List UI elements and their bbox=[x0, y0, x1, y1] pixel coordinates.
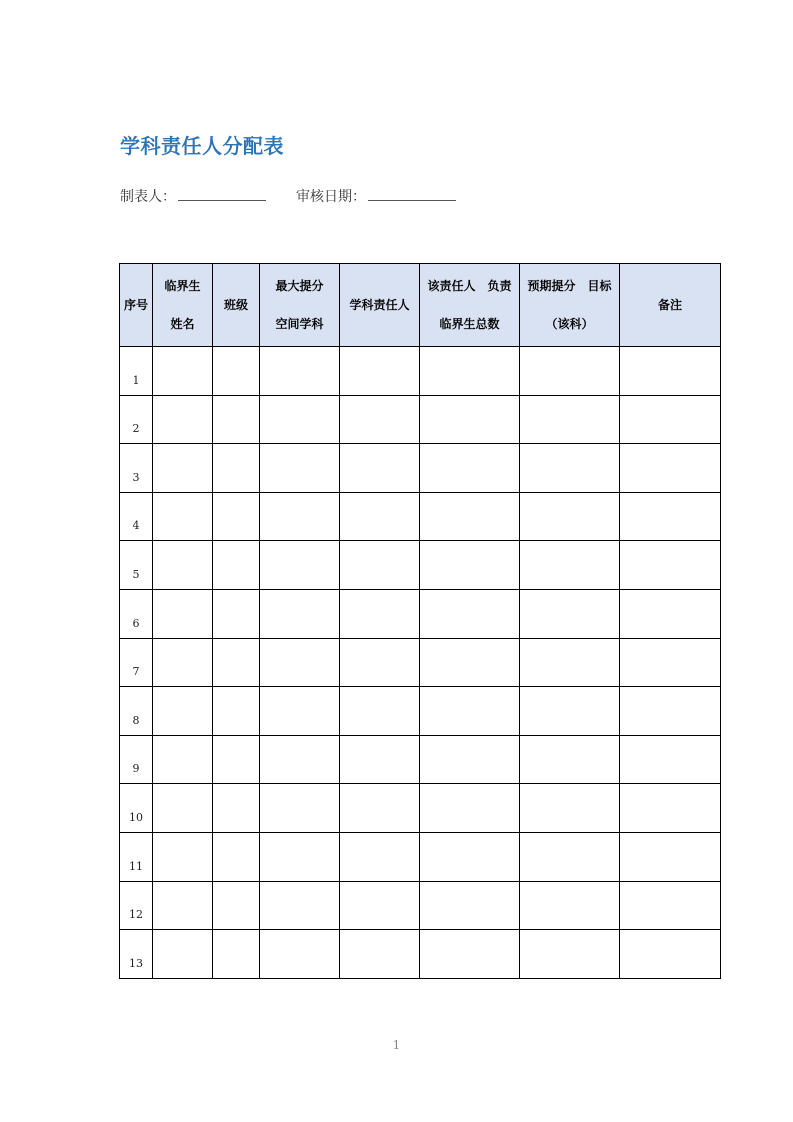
row-number: 4 bbox=[120, 492, 153, 541]
cell-owner[interactable] bbox=[340, 930, 420, 979]
cell-remark[interactable] bbox=[620, 638, 721, 687]
cell-class[interactable] bbox=[213, 735, 260, 784]
cell-remark[interactable] bbox=[620, 784, 721, 833]
cell-owner[interactable] bbox=[340, 832, 420, 881]
cell-name[interactable] bbox=[153, 832, 213, 881]
cell-subject[interactable] bbox=[260, 735, 340, 784]
cell-class[interactable] bbox=[213, 638, 260, 687]
cell-class[interactable] bbox=[213, 444, 260, 493]
row-number: 3 bbox=[120, 444, 153, 493]
cell-name[interactable] bbox=[153, 735, 213, 784]
row-number: 2 bbox=[120, 395, 153, 444]
cell-subject[interactable] bbox=[260, 395, 340, 444]
cell-total[interactable] bbox=[420, 347, 520, 396]
cell-name[interactable] bbox=[153, 395, 213, 444]
table-row bbox=[120, 735, 721, 784]
table-row bbox=[120, 687, 721, 736]
cell-class[interactable] bbox=[213, 930, 260, 979]
cell-class[interactable] bbox=[213, 784, 260, 833]
cell-remark[interactable] bbox=[620, 930, 721, 979]
header-total: 该责任人 负责 临界生总数 bbox=[420, 264, 520, 347]
row-number: 9 bbox=[120, 735, 153, 784]
cell-total[interactable] bbox=[420, 395, 520, 444]
cell-class[interactable] bbox=[213, 832, 260, 881]
cell-name[interactable] bbox=[153, 687, 213, 736]
cell-remark[interactable] bbox=[620, 492, 721, 541]
cell-remark[interactable] bbox=[620, 589, 721, 638]
cell-subject[interactable] bbox=[260, 541, 340, 590]
cell-total[interactable] bbox=[420, 784, 520, 833]
cell-total[interactable] bbox=[420, 492, 520, 541]
table-row bbox=[120, 541, 721, 590]
row-number: 5 bbox=[120, 541, 153, 590]
cell-subject[interactable] bbox=[260, 589, 340, 638]
cell-subject[interactable] bbox=[260, 492, 340, 541]
table-row bbox=[120, 638, 721, 687]
table-row bbox=[120, 784, 721, 833]
assignment-table bbox=[119, 263, 721, 979]
row-number: 10 bbox=[120, 784, 153, 833]
cell-owner[interactable] bbox=[340, 735, 420, 784]
cell-remark[interactable] bbox=[620, 735, 721, 784]
cell-name[interactable] bbox=[153, 541, 213, 590]
row-number: 8 bbox=[120, 687, 153, 736]
cell-remark[interactable] bbox=[620, 541, 721, 590]
page-number: 1 bbox=[392, 1038, 401, 1052]
preparer-blank[interactable] bbox=[178, 188, 266, 201]
table-row bbox=[120, 881, 721, 930]
cell-remark[interactable] bbox=[620, 395, 721, 444]
page-title: 学科责任人分配表 bbox=[120, 134, 284, 158]
header-remark: 备注 bbox=[620, 264, 721, 347]
header-owner: 学科责任人 bbox=[340, 264, 420, 347]
cell-owner[interactable] bbox=[340, 541, 420, 590]
cell-total[interactable] bbox=[420, 638, 520, 687]
cell-owner[interactable] bbox=[340, 492, 420, 541]
cell-subject[interactable] bbox=[260, 638, 340, 687]
cell-subject[interactable] bbox=[260, 832, 340, 881]
cell-owner[interactable] bbox=[340, 638, 420, 687]
review-date-label: 审核日期： bbox=[296, 189, 366, 205]
cell-target[interactable] bbox=[520, 735, 620, 784]
table-row bbox=[120, 930, 721, 979]
cell-remark[interactable] bbox=[620, 832, 721, 881]
cell-target[interactable] bbox=[520, 638, 620, 687]
cell-target[interactable] bbox=[520, 687, 620, 736]
cell-remark[interactable] bbox=[620, 347, 721, 396]
cell-remark[interactable] bbox=[620, 444, 721, 493]
cell-target[interactable] bbox=[520, 784, 620, 833]
cell-class[interactable] bbox=[213, 347, 260, 396]
cell-remark[interactable] bbox=[620, 687, 721, 736]
form-meta-line bbox=[120, 186, 456, 206]
cell-subject[interactable] bbox=[260, 784, 340, 833]
cell-name[interactable] bbox=[153, 784, 213, 833]
cell-total[interactable] bbox=[420, 687, 520, 736]
table-row bbox=[120, 395, 721, 444]
cell-total[interactable] bbox=[420, 735, 520, 784]
cell-owner[interactable] bbox=[340, 589, 420, 638]
row-number: 11 bbox=[120, 832, 153, 881]
cell-subject[interactable] bbox=[260, 687, 340, 736]
cell-total[interactable] bbox=[420, 541, 520, 590]
cell-owner[interactable] bbox=[340, 444, 420, 493]
cell-remark[interactable] bbox=[620, 881, 721, 930]
preparer-label: 制表人： bbox=[120, 189, 176, 205]
row-number: 13 bbox=[120, 930, 153, 979]
row-number: 1 bbox=[120, 347, 153, 396]
table-row bbox=[120, 832, 721, 881]
cell-class[interactable] bbox=[213, 541, 260, 590]
cell-target[interactable] bbox=[520, 881, 620, 930]
cell-class[interactable] bbox=[213, 881, 260, 930]
cell-owner[interactable] bbox=[340, 784, 420, 833]
cell-total[interactable] bbox=[420, 444, 520, 493]
cell-name[interactable] bbox=[153, 347, 213, 396]
header-target: 预期提分 目标 （该科） bbox=[520, 264, 620, 347]
cell-owner[interactable] bbox=[340, 687, 420, 736]
cell-target[interactable] bbox=[520, 541, 620, 590]
cell-subject[interactable] bbox=[260, 444, 340, 493]
cell-class[interactable] bbox=[213, 395, 260, 444]
cell-target[interactable] bbox=[520, 589, 620, 638]
cell-target[interactable] bbox=[520, 347, 620, 396]
cell-target[interactable] bbox=[520, 832, 620, 881]
cell-name[interactable] bbox=[153, 638, 213, 687]
cell-target[interactable] bbox=[520, 395, 620, 444]
header-class: 班级 bbox=[213, 264, 260, 347]
cell-total[interactable] bbox=[420, 589, 520, 638]
table-row bbox=[120, 347, 721, 396]
table-row bbox=[120, 589, 721, 638]
cell-subject[interactable] bbox=[260, 347, 340, 396]
cell-target[interactable] bbox=[520, 492, 620, 541]
cell-owner[interactable] bbox=[340, 881, 420, 930]
header-student-name: 临界生 姓名 bbox=[153, 264, 213, 347]
table-body bbox=[120, 347, 721, 979]
cell-name[interactable] bbox=[153, 589, 213, 638]
cell-name[interactable] bbox=[153, 492, 213, 541]
cell-subject[interactable] bbox=[260, 930, 340, 979]
cell-subject[interactable] bbox=[260, 881, 340, 930]
cell-name[interactable] bbox=[153, 444, 213, 493]
header-subject: 最大提分 空间学科 bbox=[260, 264, 340, 347]
cell-class[interactable] bbox=[213, 589, 260, 638]
cell-class[interactable] bbox=[213, 687, 260, 736]
cell-owner[interactable] bbox=[340, 395, 420, 444]
row-number: 12 bbox=[120, 881, 153, 930]
cell-total[interactable] bbox=[420, 881, 520, 930]
row-number: 6 bbox=[120, 589, 153, 638]
cell-target[interactable] bbox=[520, 444, 620, 493]
cell-class[interactable] bbox=[213, 492, 260, 541]
cell-name[interactable] bbox=[153, 881, 213, 930]
header-seq: 序号 bbox=[120, 264, 153, 347]
cell-name[interactable] bbox=[153, 930, 213, 979]
table-header-row bbox=[120, 264, 721, 347]
review-date-blank[interactable] bbox=[368, 188, 456, 201]
cell-total[interactable] bbox=[420, 930, 520, 979]
table-row bbox=[120, 444, 721, 493]
table-row bbox=[120, 492, 721, 541]
cell-target[interactable] bbox=[520, 930, 620, 979]
cell-owner[interactable] bbox=[340, 347, 420, 396]
row-number: 7 bbox=[120, 638, 153, 687]
cell-total[interactable] bbox=[420, 832, 520, 881]
